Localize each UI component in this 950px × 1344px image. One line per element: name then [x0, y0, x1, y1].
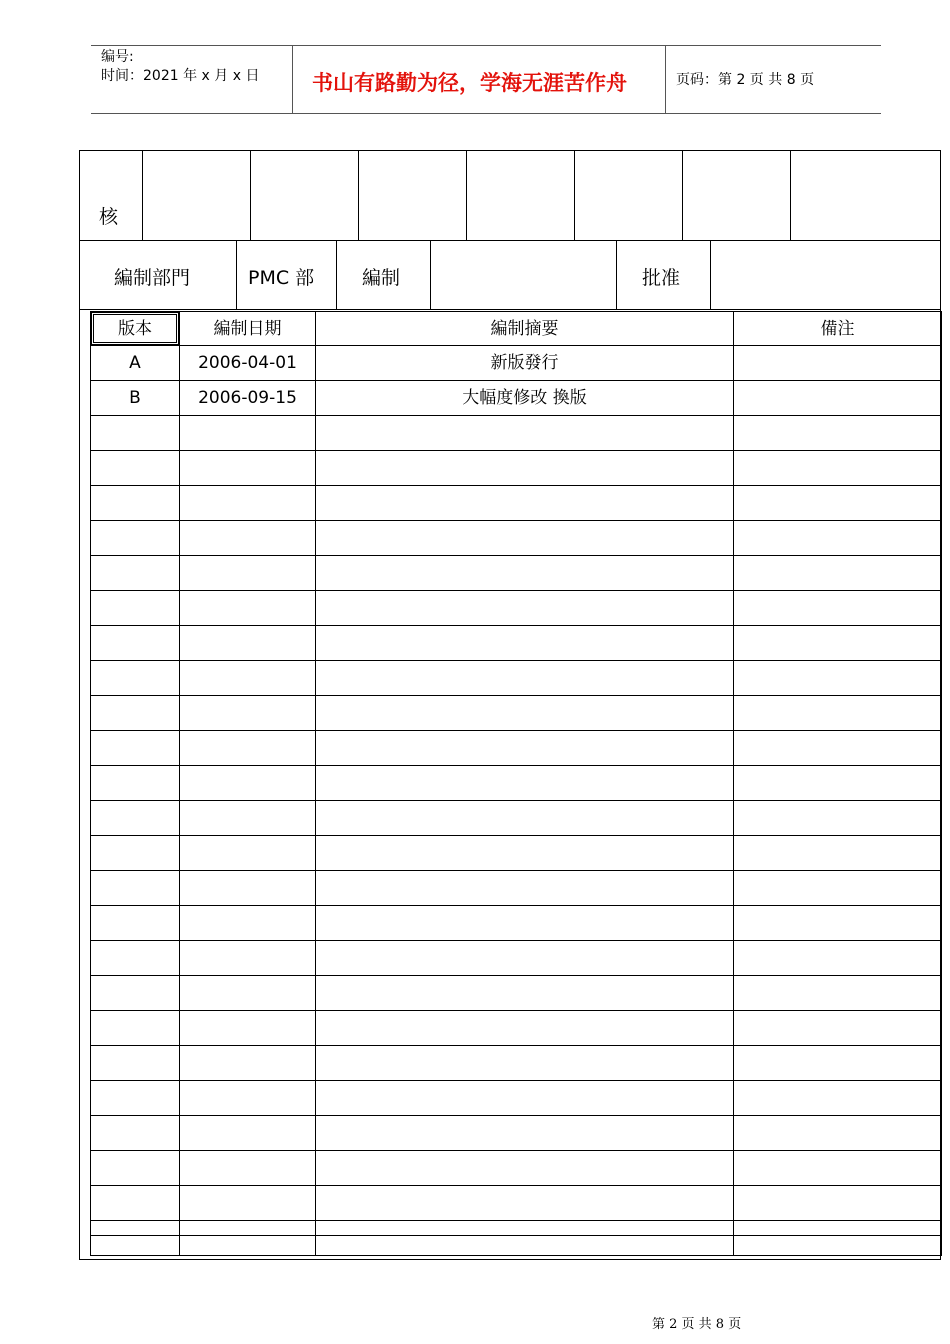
row-version [91, 801, 180, 836]
table-row [91, 661, 942, 696]
table-row [91, 556, 942, 591]
table-row [91, 591, 942, 626]
revision-table [90, 311, 942, 1256]
row-summary [316, 451, 734, 486]
header-summary: 編制摘要 [316, 312, 734, 346]
row-version [91, 416, 180, 451]
row-date [180, 486, 316, 521]
table-row [91, 766, 942, 801]
row-date [180, 1046, 316, 1081]
table-row [91, 976, 942, 1011]
row-summary [316, 1011, 734, 1046]
row-remarks [734, 1116, 942, 1151]
document-number-label: 编号: [101, 49, 134, 65]
row-version: A [91, 346, 180, 381]
row-date [180, 766, 316, 801]
row-date [180, 1116, 316, 1151]
review-col-3 [358, 150, 359, 240]
row-remarks [734, 766, 942, 801]
row-summary [316, 1221, 734, 1256]
row-version [91, 906, 180, 941]
review-col-6 [682, 150, 683, 240]
header-divider-left [292, 45, 293, 113]
header-version: 版本 [91, 312, 180, 346]
table-row [91, 941, 942, 976]
row-date [180, 976, 316, 1011]
row-remarks [734, 801, 942, 836]
review-col-1 [142, 150, 143, 240]
row-remarks [734, 976, 942, 1011]
document-time-label: 时间：2021 年 x 月 x 日 [101, 68, 260, 84]
row-remarks [734, 1186, 942, 1221]
row-remarks [734, 1011, 942, 1046]
row-date [180, 451, 316, 486]
row-date [180, 661, 316, 696]
row-remarks [734, 1081, 942, 1116]
row-version [91, 836, 180, 871]
row-version [91, 1151, 180, 1186]
row-version [91, 451, 180, 486]
row-version [91, 1186, 180, 1221]
row-summary [316, 591, 734, 626]
row-summary [316, 836, 734, 871]
row-date [180, 731, 316, 766]
table-row [91, 1116, 942, 1151]
row-version [91, 486, 180, 521]
table-row [91, 801, 942, 836]
row-summary [316, 626, 734, 661]
department-col-1 [236, 240, 237, 309]
row-summary [316, 731, 734, 766]
table-row [91, 731, 942, 766]
row-version [91, 556, 180, 591]
review-col-4 [466, 150, 467, 240]
row-remarks [734, 696, 942, 731]
row-date [180, 591, 316, 626]
row-date [180, 1221, 316, 1256]
table-row [91, 1221, 942, 1256]
row-remarks [734, 556, 942, 591]
header-remarks: 備注 [734, 312, 942, 346]
row-remarks [734, 346, 942, 381]
row-remarks [734, 731, 942, 766]
row-remarks [734, 381, 942, 416]
row-remarks [734, 416, 942, 451]
table-row [91, 381, 942, 416]
row-summary [316, 521, 734, 556]
row-version [91, 521, 180, 556]
row-version [91, 1046, 180, 1081]
table-row [91, 626, 942, 661]
review-col-2 [250, 150, 251, 240]
department-value: PMC 部 [248, 267, 315, 289]
compile-label: 編制 [362, 267, 401, 289]
row-version [91, 626, 180, 661]
row-version [91, 1081, 180, 1116]
department-label: 編制部門 [114, 267, 191, 289]
department-col-2 [336, 240, 337, 309]
row-version [91, 941, 180, 976]
row-summary [316, 976, 734, 1011]
header-date: 編制日期 [180, 312, 316, 346]
row-version [91, 976, 180, 1011]
row-date [180, 416, 316, 451]
row-summary [316, 1151, 734, 1186]
row-date [180, 521, 316, 556]
row-summary [316, 416, 734, 451]
review-col-7 [790, 150, 791, 240]
row-summary [316, 766, 734, 801]
row-date: 2006-09-15 [180, 381, 316, 416]
row-date [180, 906, 316, 941]
row-version [91, 661, 180, 696]
review-col-5 [574, 150, 575, 240]
row-summary: 大幅度修改 換版 [316, 381, 734, 416]
footer-page-number: 第 2 页 共 8 页 [652, 1317, 742, 1332]
table-row [91, 1046, 942, 1081]
table-row [91, 521, 942, 556]
row-version [91, 696, 180, 731]
frame-left [79, 150, 80, 1260]
header-bottom-rule [91, 113, 881, 114]
row-version [91, 1116, 180, 1151]
row-version [91, 766, 180, 801]
row-summary [316, 906, 734, 941]
table-row [91, 486, 942, 521]
row-version [91, 1221, 180, 1256]
header-top-rule [91, 45, 881, 46]
frame-top [79, 150, 941, 151]
row-remarks [734, 451, 942, 486]
row-date [180, 836, 316, 871]
row-remarks [734, 1046, 942, 1081]
row-summary [316, 801, 734, 836]
row-date [180, 1151, 316, 1186]
department-row-bottom [79, 309, 941, 310]
table-row [91, 416, 942, 451]
row-remarks [734, 1221, 942, 1256]
table-row [91, 906, 942, 941]
row-remarks [734, 591, 942, 626]
row-date [180, 941, 316, 976]
row-version [91, 871, 180, 906]
revision-header-row [91, 312, 942, 346]
table-row [91, 346, 942, 381]
table-base-rule [90, 1235, 941, 1236]
row-remarks [734, 871, 942, 906]
row-date: 2006-04-01 [180, 346, 316, 381]
department-col-3 [430, 240, 431, 309]
table-row [91, 871, 942, 906]
row-version [91, 731, 180, 766]
row-remarks [734, 486, 942, 521]
row-summary [316, 871, 734, 906]
department-col-4 [616, 240, 617, 309]
row-remarks [734, 1151, 942, 1186]
row-remarks [734, 906, 942, 941]
row-remarks [734, 941, 942, 976]
header-page-label: 页码：第 2 页 共 8 页 [676, 72, 815, 88]
row-remarks [734, 521, 942, 556]
table-row [91, 836, 942, 871]
row-date [180, 1011, 316, 1046]
table-row [91, 1151, 942, 1186]
row-summary [316, 1046, 734, 1081]
approve-label: 批准 [642, 267, 681, 289]
row-date [180, 801, 316, 836]
row-summary [316, 556, 734, 591]
header-motto: 书山有路勤为径，学海无涯苦作舟 [312, 70, 627, 95]
row-date [180, 696, 316, 731]
row-date [180, 1186, 316, 1221]
table-row [91, 1081, 942, 1116]
row-summary: 新版發行 [316, 346, 734, 381]
review-row-bottom [79, 240, 941, 241]
row-version: B [91, 381, 180, 416]
row-version [91, 591, 180, 626]
header-divider-right [665, 45, 666, 113]
row-date [180, 871, 316, 906]
row-remarks [734, 626, 942, 661]
row-summary [316, 941, 734, 976]
row-summary [316, 1186, 734, 1221]
row-remarks [734, 836, 942, 871]
table-row [91, 1186, 942, 1221]
row-date [180, 1081, 316, 1116]
row-summary [316, 486, 734, 521]
department-col-5 [710, 240, 711, 309]
row-remarks [734, 661, 942, 696]
review-label: 核 [99, 206, 119, 228]
row-summary [316, 1081, 734, 1116]
row-summary [316, 1116, 734, 1151]
row-version [91, 1011, 180, 1046]
table-row [91, 1011, 942, 1046]
table-row [91, 451, 942, 486]
table-row [91, 696, 942, 731]
row-summary [316, 661, 734, 696]
frame-bottom [79, 1259, 941, 1260]
row-date [180, 626, 316, 661]
row-date [180, 556, 316, 591]
row-summary [316, 696, 734, 731]
